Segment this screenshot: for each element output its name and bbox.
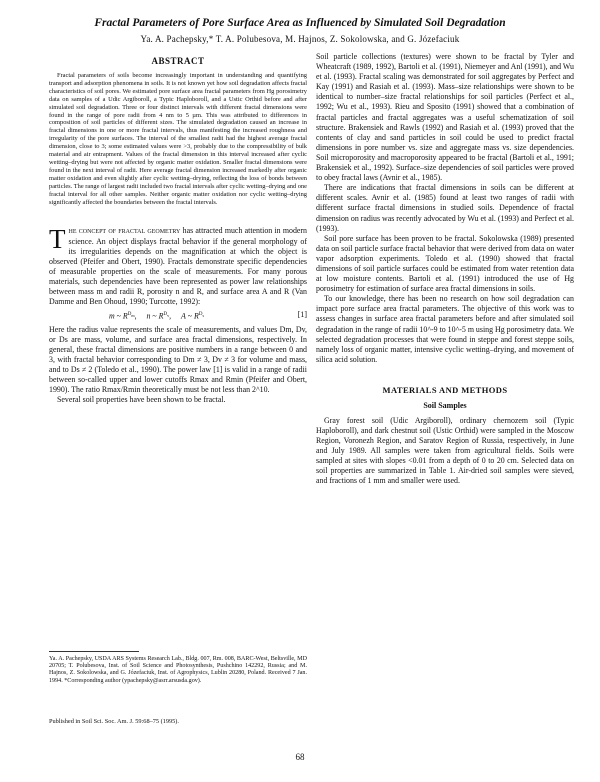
footnote-rule [49, 651, 139, 652]
section-heading-materials-methods: MATERIALS AND METHODS [382, 384, 508, 395]
spacer [49, 206, 307, 226]
abstract-text: Fractal parameters of soils become increasingly important in understanding and quantifying transport and adsorption phenomena in soils. It is not known yet how soil degradation affects fractal characteristics of soil pores. We estimated pore surface area fractal parameters from Hg porosimetry data on samples of a Udic Argiboroll, a Typic Haploboroll, and a Ustic Orthid before and after simulated soil degradation. Three or four distinct intervals with different fractal dimensions were found in the range of pore radii from 4 nm to 5 µm. This was attributed to differences in composition of soil particles of different sizes. The simulated degradation caused an increase in fractal dimensions in one or more fractal intervals, thus manifesting the increased roughness and irregularity of the pore surfaces. The interval of the smallest radii had the highest average fractal dimension, close to 3; some estimated values were >3, probably due to the compressibility of bulk material and air entrapment. Values of the fractal dimension in this interval increased after cyclic wetting–drying but were not affected by organic matter oxidation. Smaller fractal dimensions were found in the next interval of radii. Here average fractal dimension increased markedly after organic matter oxidation and even slightly after cyclic wetting–drying, reflecting the loss of bonds between particles. The range of largest radii included two fractal intervals after cyclic wetting–drying and one fractal interval for all other samples. Neither organic matter oxidation nor cyclic wetting–drying significantly affected the boundaries between the fractal intervals. [49, 72, 307, 206]
article-title: Fractal Parameters of Pore Surface Area as Influenced by Simulated Soil Degradation [94, 17, 506, 29]
intro-paragraph-2: Here the radius value represents the scale of measurements, and values Dm, Dv, or Ds are mass, volume, and surface area fractal dimensions, respectively. In general, these fractal dimensions are positive numbers in a range between 0 and 3, with fractal behavior corresponding to Dm ≠ 3, Dv ≠ 3 for volume and mass, and to Ds ≠ 2 (Toledo et al., 1990). The power law [1] is valid in a range of radii between so-called upper and lower cutoffs Rmax and Rmin (Pfeifer and Obert, 1990). The ratio Rmax/Rmin theoretically must be not less than 2^10. [49, 324, 307, 395]
right-paragraph-3: Soil pore surface has been proven to be fractal. Sokolowska (1989) presented data on soil particle surface fractal behavior that were derived from data on water vapor adsorption experiments. Toledo et al. (1990) showed that fractal dimensions of soil particle surfaces could be estimated from water retention data at low moisture contents. Bartoli et al. (1991) introduced the use of Hg porosimetry for estimation of surface area fractal dimensions in soils. [316, 233, 574, 294]
author-line: Ya. A. Pachepsky,* T. A. Polubesova, M. Hajnos, Z. Sokolowska, and G. Józefaciuk [140, 34, 460, 44]
right-paragraph-4: To our knowledge, there has been no research on how soil degradation can impact pore surface area fractal parameters. The objective of this work was to assess changes in surface area fractal parameters before and after simulated soil degradation in the range of radii 10^-9 to 10^-5 m using Hg porosimetry data. We selected degradation processes that were found in steppe and forest steppe soils, namely loss of organic matter, intensive cyclic wetting–drying, and movement of silica acid solution. [316, 294, 574, 364]
intro-paragraph-3: Several soil properties have been shown to be fractal. [57, 395, 226, 405]
right-paragraph-5: Gray forest soil (Udic Argiboroll), ordinary chernozem soil (Typic Haploboroll), and dark chestnut soil (Ustic Orthid) were sampled in the Moscow Region, Voronezh Region, and Saratov Region of Russia, respectively, in June and July 1989. All samples were taken from agricultural fields. Soils were sampled at sites with slopes <0.01 from a depth of 0 to 20 cm. Selected data on soil properties are summarized in Table 1. Air-dried soil samples were sieved, and fractions of 1 mm and smaller were used. [316, 415, 574, 486]
drop-cap: T [49, 224, 66, 255]
equation-expression: m ~ $R^{D_m}$, n ~ $R^{D_v}$, A ~ $R^{D_s}$ [109, 311, 205, 321]
page-number: 68 [295, 752, 305, 762]
intro-paragraph-1-text: has attracted much attention in modern science. An object displays fractal behavior if the general morphology of its irregularities depends on the magnification at which the object is observed (Pfeifer and Obert, 1990). Fractals demonstrate specific dependencies of measurable properties on the scale of measurements. For many porous materials, such dependencies have been represented as power law relationships between mass m and radii R, porosity n and R, and surface area A and R (Van Damme and Ben Ohoud, 1990; Turcotte, 1992): [49, 226, 307, 307]
publication-note: Published in Soil Sci. Soc. Am. J. 59:68–75 (1995). [49, 718, 179, 725]
intro-paragraph-1 [49, 226, 307, 307]
equation-number: [1] [297, 310, 307, 320]
right-column [316, 52, 574, 712]
right-paragraph-2: There are indications that fractal dimensions in soils can be different at different scales. Avnir et al. (1985) found at least two ranges of radii with different surface fractal dimensions in studied soils. Dependence of fractal dimension on radius was recently advocated by Wu et al. (1993) and Perfect et al. (1993). [316, 183, 574, 233]
left-column [49, 52, 307, 712]
subsection-heading-soil-samples: Soil Samples [423, 400, 467, 410]
equation-1 [49, 309, 307, 323]
introduction [49, 226, 307, 307]
abstract-heading: ABSTRACT [151, 56, 205, 66]
author-footnote: Ya. A. Pachepsky, USDA ARS Systems Research Lab., Bldg. 007, Rm. 008, BARC-West, Beltsville, MD 20705; T. Polubesova, Inst. of Soil Science and Photosynthesis, Pushchino 142292, Russia; and M. Hajnos, Z. Sokolowska, and G. Józefaciuk, Inst. of Agrophysics, Lublin 20280, Poland. Received 7 Jan. 1994. *Corresponding author (ypachepsky@asrr.arsusda.gov). [49, 656, 307, 684]
intro-lead: he concept of fractal geometry [68, 226, 181, 236]
right-paragraph-1: Soil particle collections (textures) were shown to be fractal by Tyler and Wheatcraft (1989, 1992), Bartoli et al. (1991), Niemeyer and Anl (1991), and Wu et al. (1993). Fractal scaling was demonstrated for soil aggregates by Perfect and Kay (1991) and Rasiah et al. (1993). Mass–size relationships were shown to be identical to number–size fractal relationships for soil particles (Perfect et al., 1992; Wu et al., 1993). Rieu and Sposito (1991) showed that a combination of fractal particles and fractal aggregates was a useful schematization of soil structure. Brakensiek and Rawls (1992) and Rasiah et al. (1993) proved that the contents of clay and sand particles in soil could be used to predict fractal dimensions in pore number vs. size and aggregate mass vs. size dependencies. Soil microporosity and macroporosity appeared to be fractal (Bartoli et al., 1991; Brakensiek et al., 1992). Surface–size dependencies of soil particles were proved to obey fractal laws (Avnir et al., 1985). [316, 52, 574, 183]
